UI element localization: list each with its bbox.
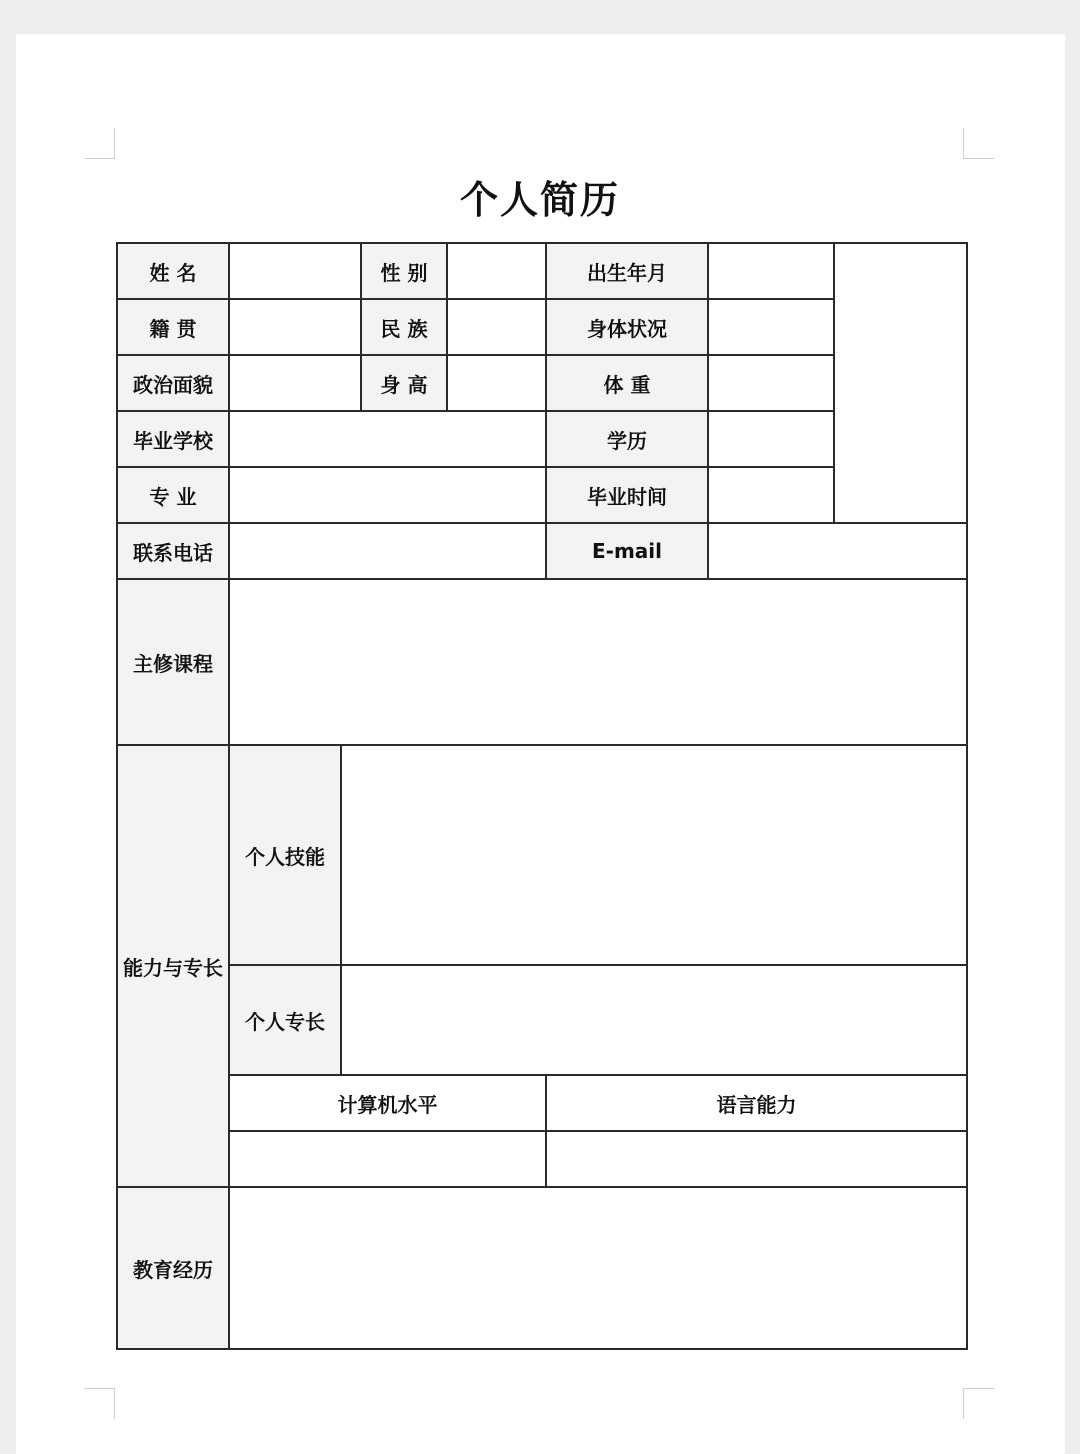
health-label: 身体状况 <box>546 299 708 355</box>
specialty-field[interactable] <box>341 965 967 1075</box>
weight-label: 体 重 <box>546 355 708 411</box>
education-history-label: 教育经历 <box>117 1187 229 1349</box>
crop-mark-top-left <box>84 128 115 159</box>
skills-label: 个人技能 <box>229 745 341 965</box>
gender-field[interactable] <box>447 243 546 299</box>
email-label: E-mail <box>546 523 708 579</box>
crop-mark-top-right <box>963 128 994 159</box>
school-label: 毕业学校 <box>117 411 229 467</box>
skills-field[interactable] <box>341 745 967 965</box>
height-field[interactable] <box>447 355 546 411</box>
email-field[interactable] <box>708 523 967 579</box>
major-field[interactable] <box>229 467 546 523</box>
abilities-label: 能力与专长 <box>117 745 229 1187</box>
political-status-label: 政治面貌 <box>117 355 229 411</box>
crop-mark-bottom-left <box>84 1388 115 1419</box>
political-status-field[interactable] <box>229 355 361 411</box>
birth-label: 出生年月 <box>546 243 708 299</box>
birth-field[interactable] <box>708 243 834 299</box>
courses-label: 主修课程 <box>117 579 229 745</box>
phone-label: 联系电话 <box>117 523 229 579</box>
computer-level-field[interactable] <box>229 1131 546 1187</box>
graduation-time-field[interactable] <box>708 467 834 523</box>
education-field[interactable] <box>708 411 834 467</box>
crop-mark-bottom-right <box>963 1388 994 1419</box>
language-ability-field[interactable] <box>546 1131 967 1187</box>
native-place-label: 籍 贯 <box>117 299 229 355</box>
computer-level-header: 计算机水平 <box>229 1075 546 1131</box>
native-place-field[interactable] <box>229 299 361 355</box>
school-field[interactable] <box>229 411 546 467</box>
photo-cell[interactable] <box>834 243 967 523</box>
phone-field[interactable] <box>229 523 546 579</box>
language-ability-header: 语言能力 <box>546 1075 967 1131</box>
name-field[interactable] <box>229 243 361 299</box>
major-label: 专 业 <box>117 467 229 523</box>
height-label: 身 高 <box>361 355 447 411</box>
specialty-label: 个人专长 <box>229 965 341 1075</box>
education-label: 学历 <box>546 411 708 467</box>
resume-table <box>116 242 968 1350</box>
document-title: 个人简历 <box>459 178 620 222</box>
courses-field[interactable] <box>229 579 967 745</box>
health-field[interactable] <box>708 299 834 355</box>
ethnicity-label: 民 族 <box>361 299 447 355</box>
gender-label: 性 别 <box>361 243 447 299</box>
weight-field[interactable] <box>708 355 834 411</box>
education-history-field[interactable] <box>229 1187 967 1349</box>
graduation-time-label: 毕业时间 <box>546 467 708 523</box>
name-label: 姓 名 <box>117 243 229 299</box>
ethnicity-field[interactable] <box>447 299 546 355</box>
